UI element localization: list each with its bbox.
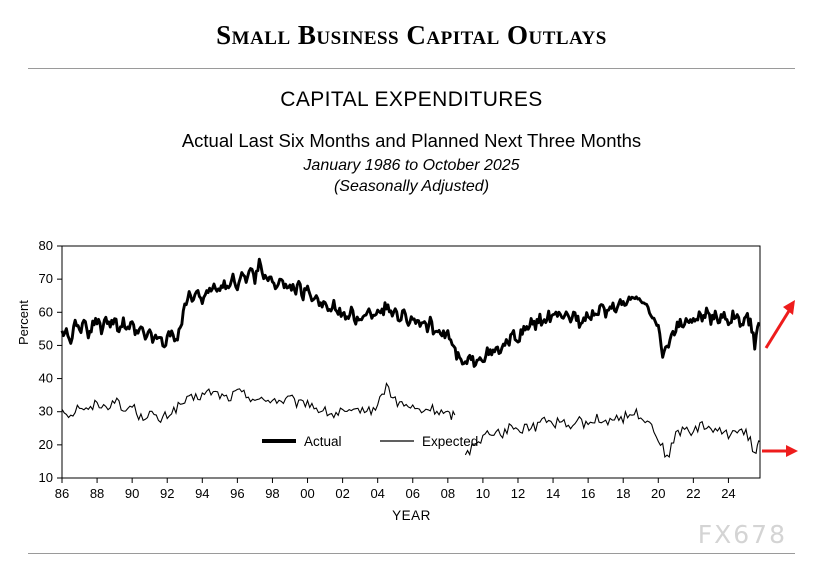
svg-text:20: 20 (651, 486, 666, 501)
chart-note: (Seasonally Adjusted) (333, 178, 490, 195)
watermark: FX678 (697, 520, 787, 549)
expected-trend-arrow (762, 445, 798, 457)
svg-text:94: 94 (195, 486, 210, 501)
svg-text:12: 12 (510, 486, 526, 501)
svg-text:88: 88 (89, 486, 105, 501)
svg-text:80: 80 (38, 238, 53, 253)
svg-text:86: 86 (54, 486, 70, 501)
svg-text:02: 02 (335, 486, 350, 501)
legend-label-expected: Expected (422, 434, 479, 449)
svg-text:04: 04 (370, 486, 385, 501)
chart-svg (0, 228, 823, 528)
chart-period: January 1986 to October 2025 (303, 157, 520, 174)
series-expected (62, 383, 760, 457)
svg-text:00: 00 (300, 486, 315, 501)
svg-text:20: 20 (38, 436, 53, 452)
actual-trend-arrow (766, 300, 795, 348)
svg-text:10: 10 (38, 470, 53, 485)
chart-annotations (762, 300, 798, 457)
svg-text:70: 70 (38, 271, 53, 287)
y-axis-label: Percent (16, 300, 31, 345)
svg-text:96: 96 (230, 486, 245, 501)
chart-legend (262, 434, 478, 449)
page-title: Small Business Capital Outlays (216, 20, 607, 50)
svg-text:06: 06 (405, 486, 420, 501)
footer-divider (28, 553, 795, 554)
svg-text:30: 30 (38, 403, 53, 419)
svg-text:98: 98 (265, 486, 280, 501)
svg-text:92: 92 (159, 486, 175, 501)
chart-title: CAPITAL EXPENDITURES (280, 88, 543, 111)
chart-canvas (0, 228, 823, 528)
svg-text:16: 16 (580, 486, 596, 501)
header-divider (28, 68, 795, 69)
chart-axes (39, 238, 760, 501)
svg-text:60: 60 (38, 304, 53, 320)
svg-text:10: 10 (475, 486, 491, 501)
series-actual (62, 259, 759, 366)
x-axis-label: YEAR (392, 508, 431, 523)
svg-text:90: 90 (124, 486, 140, 501)
svg-text:22: 22 (686, 486, 701, 501)
svg-text:08: 08 (440, 486, 456, 501)
chart-subtitle: Actual Last Six Months and Planned Next Three Months (181, 130, 642, 151)
svg-text:50: 50 (38, 337, 53, 353)
svg-text:24: 24 (721, 486, 736, 501)
legend-label-actual: Actual (304, 434, 342, 449)
svg-text:14: 14 (545, 486, 561, 501)
svg-text:40: 40 (38, 370, 53, 386)
svg-text:18: 18 (615, 486, 631, 501)
